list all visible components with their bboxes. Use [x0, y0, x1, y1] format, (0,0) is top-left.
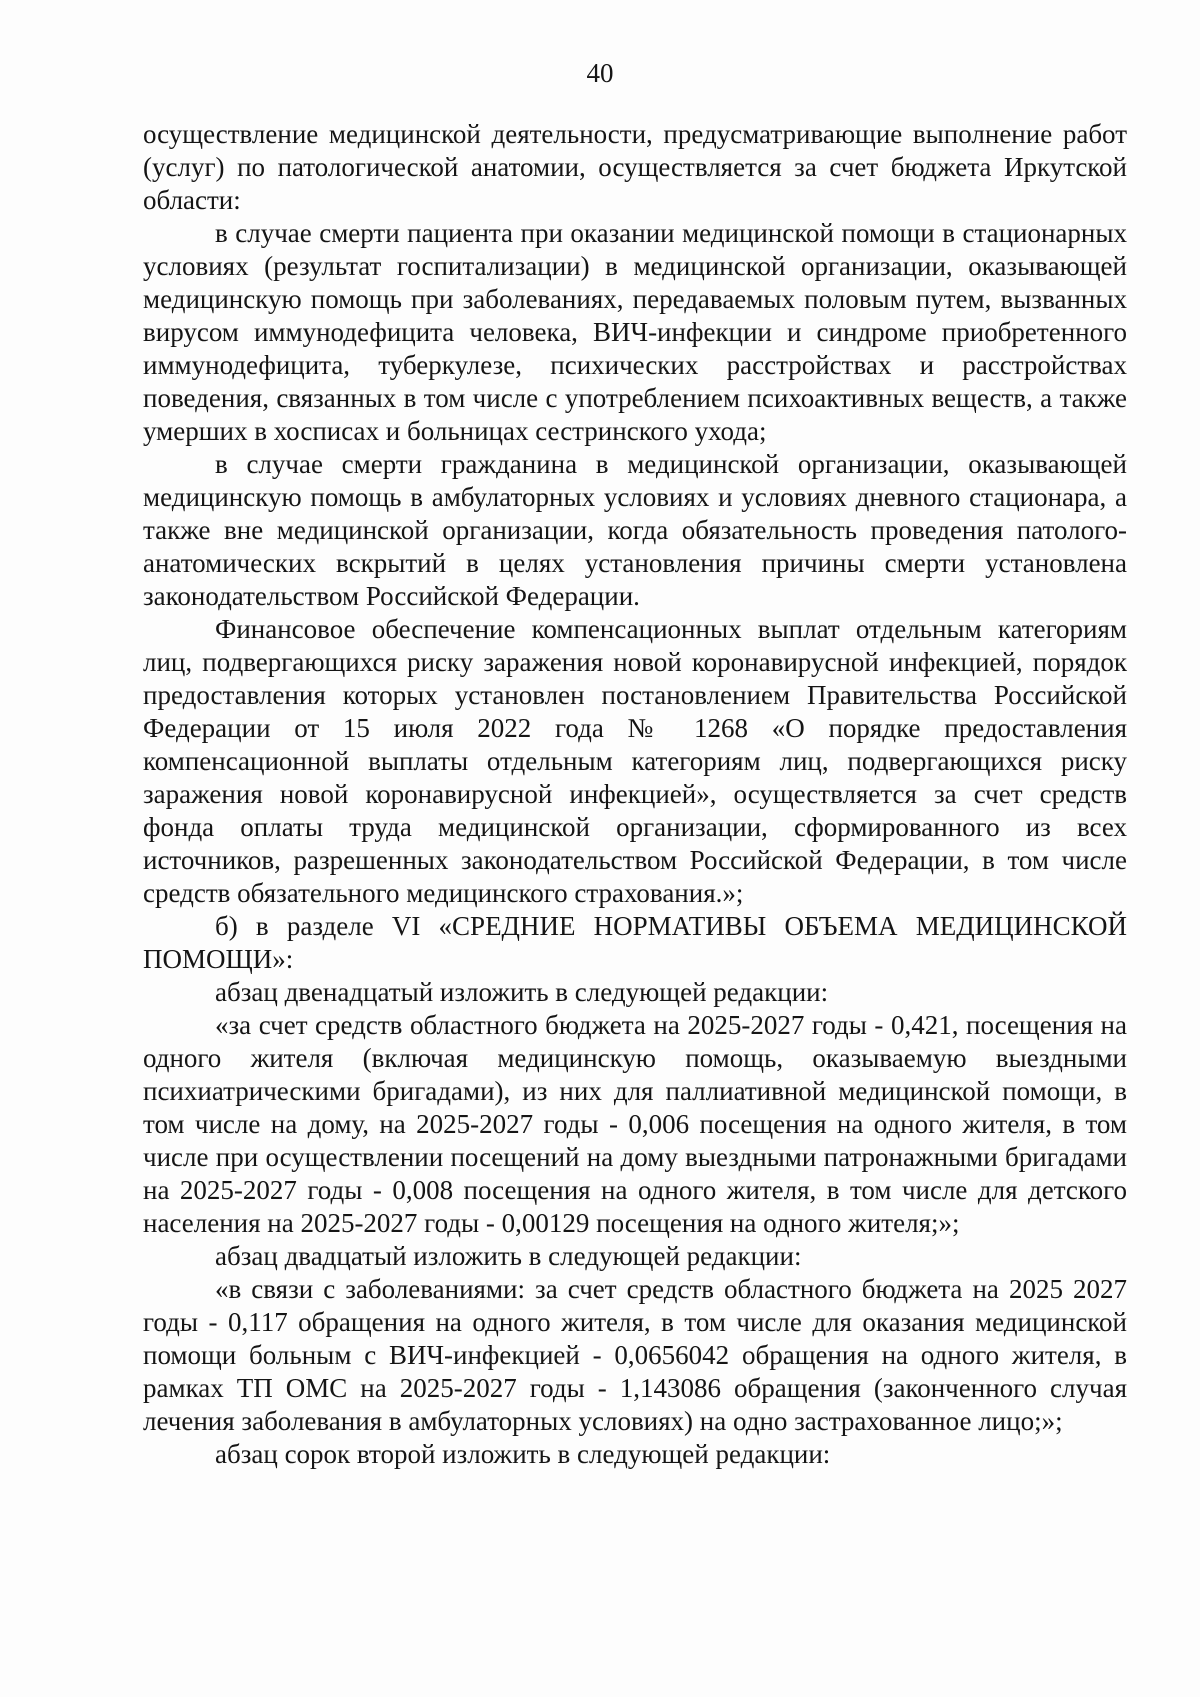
paragraph-twelfth-instruction: абзац двенадцатый изложить в следующей редакции: — [215, 977, 829, 1007]
paragraph-pathology-funding-intro: осуществление медицинской деятельности, предусматривающие выполнение работ (услуг) по патологической анатомии, осуществляется за счет бюджета Иркутской области: — [143, 119, 1127, 215]
document-body — [143, 118, 1127, 1471]
page-number: 40 — [586, 58, 614, 88]
paragraph-covid-compensation: Финансовое обеспечение компенсационных выплат отдельным категориям лиц, подвергающихся риску заражения новой коронавирусной инфекцией, порядок предоставления которых установлен постановлением Правительства Российской Федерации от 15 июля 2022 года № 1268 «О порядке предоставления компенсационной выплаты отдельным категориям лиц, подвергающихся риску заражения новой коронавирусной инфекцией», осуществляется за счет средств фонда оплаты труда медицинской организации, сформированного из всех источников, разрешенных законодательством Российской Федерации, в том числе средств обязательного медицинского страхования.»; — [143, 614, 1127, 908]
paragraph-death-outpatient: в случае смерти гражданина в медицинской организации, оказывающей медицинскую помощь в амбулаторных условиях и условиях дневного стационара, а также вне медицинской организации, когда обязательность проведения патолого-анатомических вскрытий в целях установления причины смерти установлена законодательством Российской Федерации. — [143, 449, 1127, 611]
paragraph-forty-second-instruction: абзац сорок второй изложить в следующей редакции: — [215, 1439, 831, 1469]
paragraph-disease-appeals: «в связи с заболеваниями: за счет средств областного бюджета на 2025 2027 годы - 0,117 обращения на одного жителя, в том числе для оказания медицинской помощи больным с ВИЧ-инфекцией - 0,0656042 обращения на одного жителя, в рамках ТП ОМС на 2025-2027 годы - 1,143086 обращения (законченного случая лечения заболевания в амбулаторных условиях) на одно застрахованное лицо;»; — [143, 1274, 1127, 1436]
paragraph-twentieth-instruction: абзац двадцатый изложить в следующей редакции: — [215, 1241, 802, 1271]
paragraph-regional-budget-visits: «за счет средств областного бюджета на 2025-2027 годы - 0,421, посещения на одного жителя (включая медицинскую помощь, оказываемую выездными психиатрическими бригадами), из них для паллиативной медицинской помощи, в том числе на дому, на 2025-2027 годы - 0,006 посещения на одного жителя, в том числе при осуществлении посещений на дому выездными патронажными бригадами на 2025-2027 годы - 0,008 посещения на одного жителя, в том числе для детского населения на 2025-2027 годы - 0,00129 посещения на одного жителя;»; — [143, 1010, 1127, 1238]
paragraph-death-inpatient: в случае смерти пациента при оказании медицинской помощи в стационарных условиях (результат госпитализации) в медицинской организации, оказывающей медицинскую помощь при заболеваниях, передаваемых половым путем, вызванных вирусом иммунодефицита человека, ВИЧ-инфекции и синдроме приобретенного иммунодефицита, туберкулезе, психических расстройствах и расстройствах поведения, связанных в том числе с употреблением психоактивных веществ, а также умерших в хосписах и больницах сестринского ухода; — [143, 218, 1127, 446]
paragraph-section-vi-heading: б) в разделе VI «СРЕДНИЕ НОРМАТИВЫ ОБЪЕМА МЕДИЦИНСКОЙ ПОМОЩИ»: — [143, 911, 1127, 974]
